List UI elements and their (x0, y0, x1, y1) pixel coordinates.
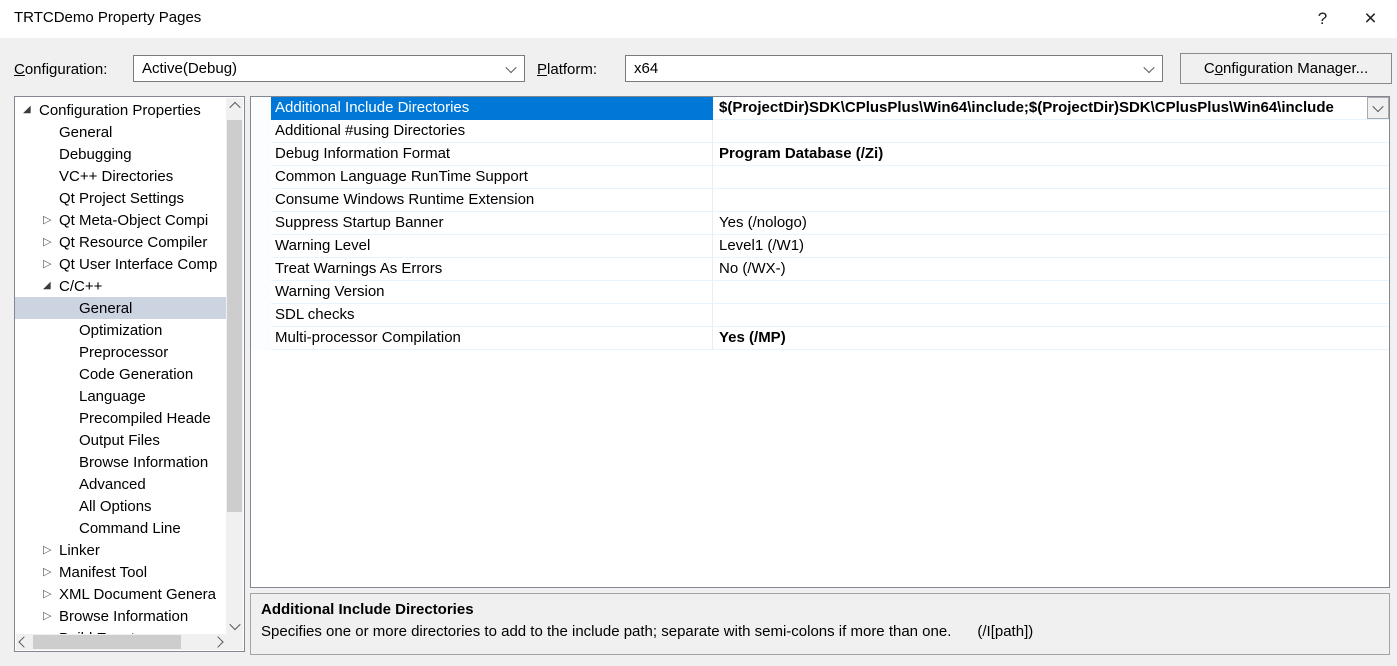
property-value[interactable] (713, 143, 1389, 166)
compiler-flag: (/I[path]) (977, 623, 1034, 640)
tree-item-label: Configuration Properties (39, 101, 201, 119)
tree-item-qt-user-interface-comp[interactable] (15, 253, 226, 275)
tree-vertical-scrollbar[interactable] (226, 98, 243, 634)
platform-label: Platform: (537, 61, 598, 78)
property-value-text: Yes (/MP) (719, 329, 786, 346)
close-button[interactable] (1348, 0, 1393, 38)
property-row-additional-using-directories[interactable] (251, 120, 1389, 143)
property-row-warning-version[interactable] (251, 281, 1389, 304)
expand-icon[interactable]: ▷ (43, 566, 52, 578)
scroll-left-icon[interactable] (16, 634, 32, 650)
row-gutter (251, 166, 271, 189)
tree-item-browse-information[interactable] (15, 451, 226, 473)
tree-item-language[interactable] (15, 385, 226, 407)
description-text: Specifies one or more directories to add to the include path; separate with semi-colons if more than one. (/I[path]) (261, 623, 1034, 640)
property-value-text: Yes (/nologo) (719, 214, 807, 231)
window-title: TRTCDemo Property Pages (14, 9, 202, 26)
expand-icon[interactable]: ▷ (43, 588, 52, 600)
property-name[interactable]: Common Language RunTime Support (271, 166, 713, 189)
collapse-icon[interactable]: ◢ (23, 104, 31, 115)
tree-item-label: Qt Meta-Object Compi (59, 211, 209, 229)
property-name[interactable]: Additional Include Directories (271, 97, 713, 120)
expand-icon[interactable]: ▷ (43, 610, 52, 622)
tree-item-command-line[interactable] (15, 517, 226, 539)
property-value[interactable] (713, 166, 1389, 189)
property-value-text: $(ProjectDir)SDK\CPlusPlus\Win64\include;$(ProjectDir)SDK\CPlusPlus\Win64\include (719, 99, 1334, 116)
property-name[interactable]: Debug Information Format (271, 143, 713, 166)
property-name[interactable]: SDL checks (271, 304, 713, 327)
configuration-manager-label: Configuration Manager... (1203, 60, 1369, 77)
tree-item-label: Browse Information (79, 453, 209, 471)
scroll-right-icon[interactable] (210, 634, 226, 650)
tree-item-label: Manifest Tool (59, 563, 148, 581)
property-description-panel (250, 593, 1390, 655)
configuration-tree-panel (14, 96, 245, 652)
configuration-label: Configuration: (14, 61, 108, 78)
tree-item-linker[interactable] (15, 539, 226, 561)
configuration-value: Active(Debug) (142, 60, 238, 77)
tree-item-label: Preprocessor (79, 343, 169, 361)
tree-item-manifest-tool[interactable] (15, 561, 226, 583)
tree-item-label: XML Document Genera (59, 585, 217, 603)
tree-item-label: Linker (59, 541, 100, 559)
chevron-down-icon (1372, 101, 1383, 112)
tree-item-label: Language (79, 387, 146, 405)
close-icon: × (1364, 7, 1377, 30)
tree-item-label: Qt User Interface Comp (59, 255, 218, 273)
help-icon: ? (1317, 9, 1328, 28)
row-gutter (251, 143, 271, 166)
property-value[interactable] (713, 120, 1389, 143)
tree-item-xml-document-genera[interactable] (15, 583, 226, 605)
row-gutter (251, 212, 271, 235)
row-gutter (251, 327, 271, 350)
property-row-warning-level[interactable] (251, 235, 1389, 258)
property-value-text: Program Database (/Zi) (719, 145, 884, 162)
expand-icon[interactable]: ▷ (43, 258, 52, 270)
tree-item-qt-project-settings[interactable] (15, 187, 226, 209)
property-row-multi-processor-compilation[interactable] (251, 327, 1389, 350)
property-value[interactable] (713, 281, 1389, 304)
value-dropdown-button[interactable] (1367, 97, 1389, 119)
property-row-suppress-startup-banner[interactable] (251, 212, 1389, 235)
collapse-icon[interactable]: ◢ (43, 280, 51, 291)
property-value[interactable] (713, 235, 1389, 258)
property-row-common-language-runtime-support[interactable] (251, 166, 1389, 189)
tree-item-label: General (59, 123, 113, 141)
property-grid (250, 96, 1390, 588)
tree-item-c-c[interactable] (15, 275, 226, 297)
configuration-select[interactable] (133, 55, 525, 82)
scroll-down-icon[interactable] (226, 618, 243, 634)
row-gutter (251, 235, 271, 258)
property-name[interactable]: Multi-processor Compilation (271, 327, 713, 350)
tree-items (15, 99, 226, 634)
tree-item-output-files[interactable] (15, 429, 226, 451)
row-gutter (251, 304, 271, 327)
property-name[interactable]: Suppress Startup Banner (271, 212, 713, 235)
row-gutter (251, 97, 271, 120)
property-value[interactable] (713, 327, 1389, 350)
tree-item-label: Qt Project Settings (59, 189, 185, 207)
tree-item-label: Qt Resource Compiler (59, 233, 208, 251)
property-value-text: Level1 (/W1) (719, 237, 805, 254)
tree-item-vc-directories[interactable] (15, 165, 226, 187)
row-gutter (251, 258, 271, 281)
property-value[interactable] (713, 212, 1389, 235)
property-row-additional-include-directories[interactable] (251, 97, 1389, 120)
row-gutter (251, 281, 271, 304)
tree-item-all-options[interactable] (15, 495, 226, 517)
platform-select[interactable] (625, 55, 1163, 82)
property-value[interactable] (713, 258, 1389, 281)
tree-item-code-generation[interactable] (15, 363, 226, 385)
property-value[interactable] (713, 97, 1389, 120)
chevron-down-icon[interactable] (1136, 56, 1162, 81)
tree-item-label: Optimization (79, 321, 163, 339)
expand-icon[interactable]: ▷ (43, 236, 52, 248)
tree-item-precompiled-heade[interactable] (15, 407, 226, 429)
row-gutter (251, 189, 271, 212)
property-name[interactable]: Warning Level (271, 235, 713, 258)
description-title: Additional Include Directories (261, 601, 474, 618)
property-name[interactable]: Additional #using Directories (271, 120, 713, 143)
property-row-debug-information-format[interactable] (251, 143, 1389, 166)
tree-item-qt-resource-compiler[interactable] (15, 231, 226, 253)
property-value-text: No (/WX-) (719, 260, 786, 277)
title-bar (0, 0, 1397, 38)
property-value[interactable] (713, 304, 1389, 327)
tree-item-preprocessor[interactable] (15, 341, 226, 363)
tree-item-debugging[interactable] (15, 143, 226, 165)
tree-item-label: Browse Information (59, 607, 189, 625)
tree-item-browse-information[interactable] (15, 605, 226, 627)
property-row-sdl-checks[interactable] (251, 304, 1389, 327)
tree-horizontal-scrollbar[interactable] (16, 634, 226, 650)
tree-item-label: VC++ Directories (59, 167, 174, 185)
tree-item-label: Precompiled Heade (79, 409, 211, 427)
tree-item-configuration-properties[interactable] (15, 99, 226, 121)
property-name[interactable]: Warning Version (271, 281, 713, 304)
tree-item-label: C/C++ (59, 277, 103, 295)
tree-item-general[interactable] (15, 297, 226, 319)
row-gutter (251, 120, 271, 143)
tree-item-general[interactable] (15, 121, 226, 143)
tree-item-advanced[interactable] (15, 473, 226, 495)
configuration-manager-button[interactable] (1180, 53, 1392, 84)
tree-item-label: Debugging (59, 145, 132, 163)
property-row-consume-windows-runtime-extension[interactable] (251, 189, 1389, 212)
help-button[interactable] (1300, 0, 1345, 38)
expand-icon[interactable]: ▷ (43, 544, 52, 556)
property-row-treat-warnings-as-errors[interactable] (251, 258, 1389, 281)
chevron-down-icon[interactable] (498, 56, 524, 81)
tree-item-optimization[interactable] (15, 319, 226, 341)
tree-item-qt-meta-object-compi[interactable] (15, 209, 226, 231)
tree-item-label: Advanced (79, 475, 146, 493)
expand-icon[interactable]: ▷ (43, 214, 52, 226)
tree-item-label: Code Generation (79, 365, 194, 383)
horizontal-scrollbar-thumb[interactable] (33, 635, 181, 649)
property-name[interactable]: Consume Windows Runtime Extension (271, 189, 713, 212)
tree-item-label: Output Files (79, 431, 160, 449)
tree-item-label: Command Line (79, 519, 181, 537)
tree-item-label: General (79, 299, 133, 317)
vertical-scrollbar-thumb[interactable] (227, 120, 242, 512)
platform-value: x64 (634, 60, 659, 77)
property-value[interactable] (713, 189, 1389, 212)
scrollbar-corner (226, 634, 243, 650)
property-name[interactable]: Treat Warnings As Errors (271, 258, 713, 281)
scroll-up-icon[interactable] (226, 98, 243, 114)
tree-item-label: All Options (79, 497, 152, 515)
